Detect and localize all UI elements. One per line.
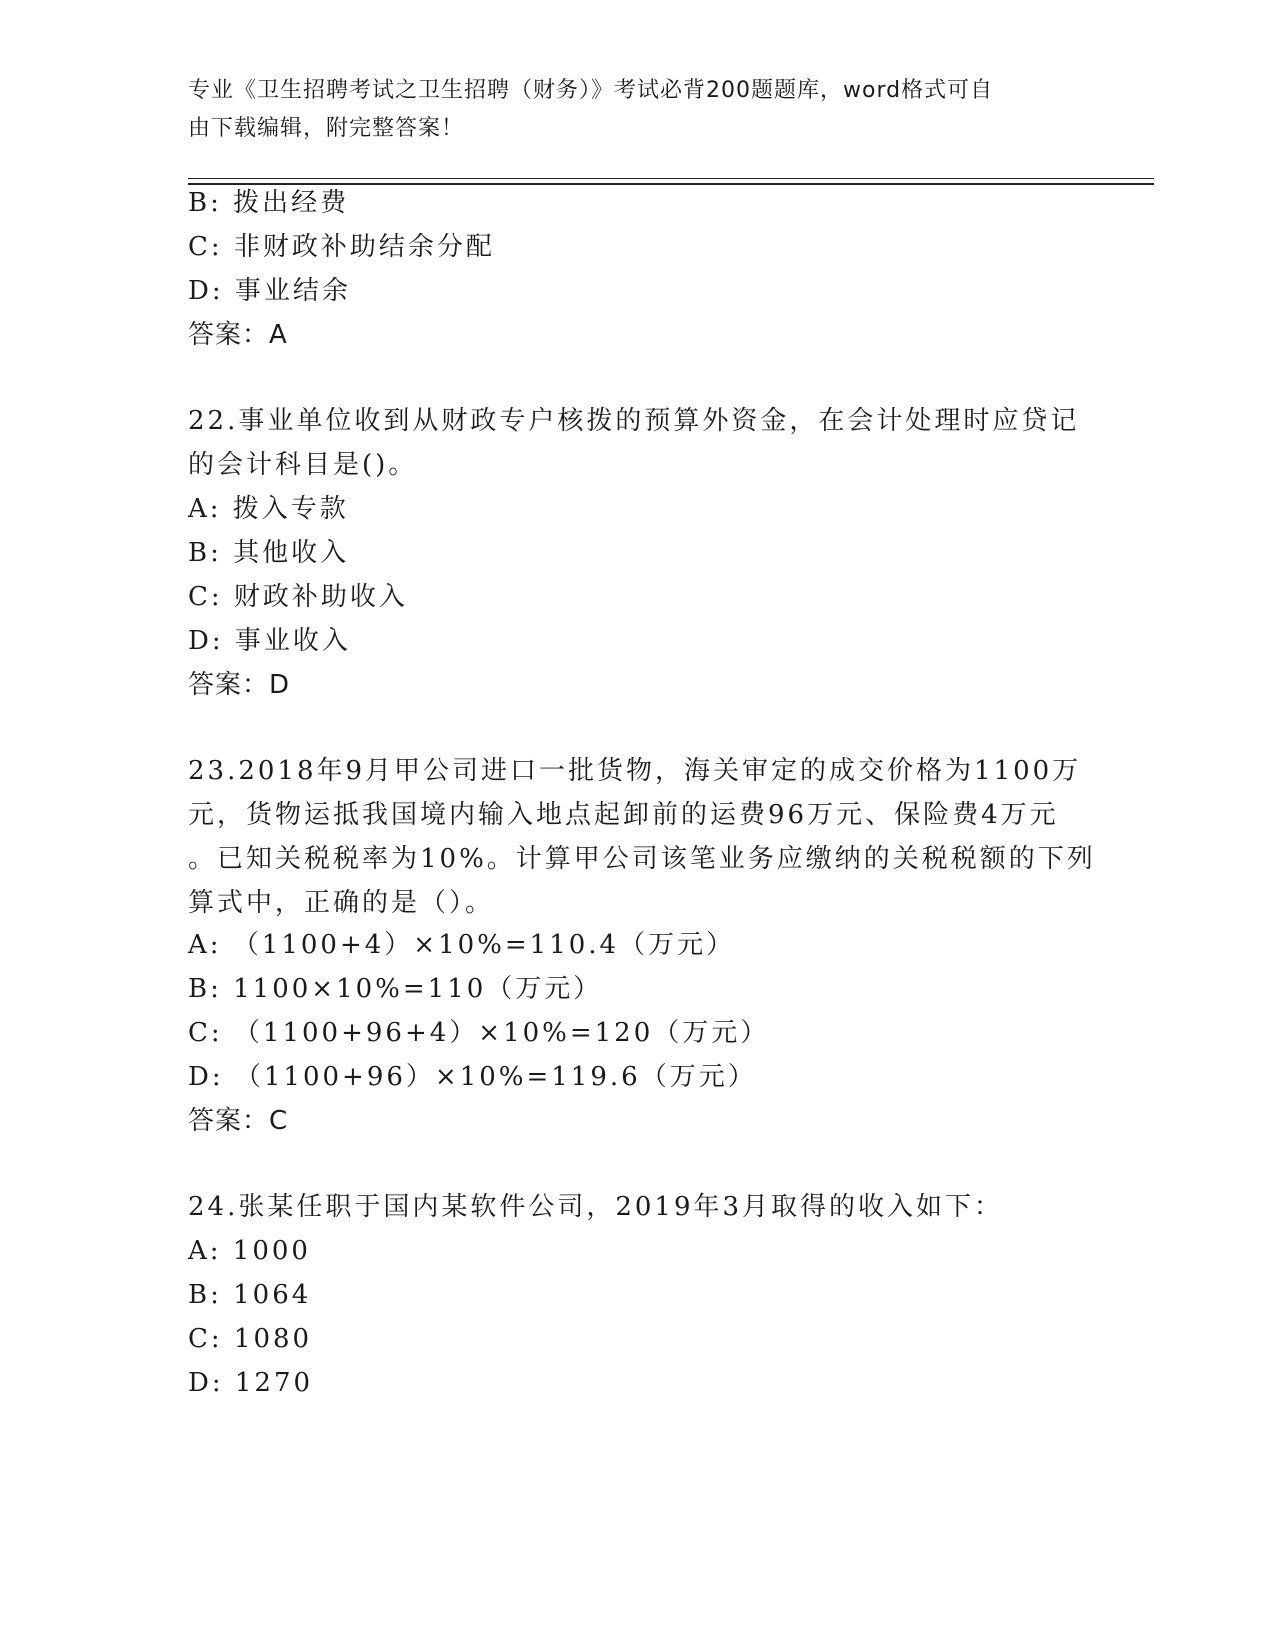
header-divider-thin — [188, 178, 1154, 179]
q23-stem-line-4: 算式中，正确的是（）。 — [188, 888, 495, 918]
q24-option-c: C: 1080 — [188, 1324, 313, 1354]
q22-answer: 答案：D — [188, 670, 291, 700]
header-line-1: 专业《卫生招聘考试之卫生招聘（财务）》考试必背200题题库，word格式可自 — [188, 78, 994, 103]
q23-option-c: C: （1100+96+4）×10%=120（万元） — [188, 1018, 770, 1048]
q22-option-b: B: 其他收入 — [188, 538, 350, 568]
q24-option-d: D: 1270 — [188, 1368, 314, 1398]
header-divider-thick — [188, 183, 1154, 185]
document-header — [188, 72, 1068, 148]
q23-stem-line-2: 元，货物运抵我国境内输入地点起卸前的运费96万元、保险费4万元 — [188, 800, 1059, 830]
q23-option-b: B: 1100×10%=110（万元） — [188, 974, 603, 1004]
q23-stem-line-1: 23.2018年9月甲公司进口一批货物，海关审定的成交价格为1100万 — [188, 756, 1082, 786]
q23-stem-line-3: 。已知关税税率为10%。计算甲公司该笔业务应缴纳的关税税额的下列 — [188, 844, 1096, 874]
q23-answer: 答案：C — [188, 1106, 289, 1136]
q22-stem-line-2: 的会计科目是()。 — [188, 450, 418, 480]
q24-option-b: B: 1064 — [188, 1280, 312, 1310]
q23-option-d: D: （1100+96）×10%=119.6（万元） — [188, 1062, 757, 1092]
q21-option-b: B: 拨出经费 — [188, 188, 350, 218]
q22-stem-line-1: 22.事业单位收到从财政专户核拨的预算外资金，在会计处理时应贷记 — [188, 406, 1080, 436]
header-line-2: 由下载编辑，附完整答案！ — [188, 116, 465, 141]
q22-option-d: D: 事业收入 — [188, 626, 351, 656]
q22-option-a: A: 拨入专款 — [188, 494, 349, 524]
q24-option-a: A: 1000 — [188, 1236, 311, 1266]
q21-answer: 答案：A — [188, 320, 288, 350]
q24-stem-line-1: 24.张某任职于国内某软件公司，2019年3月取得的收入如下： — [188, 1192, 1004, 1222]
q23-option-a: A: （1100+4）×10%=110.4（万元） — [188, 930, 736, 960]
q22-option-c: C: 财政补助收入 — [188, 582, 408, 612]
q21-option-d: D: 事业结余 — [188, 276, 351, 306]
q21-option-c: C: 非财政补助结余分配 — [188, 232, 495, 262]
